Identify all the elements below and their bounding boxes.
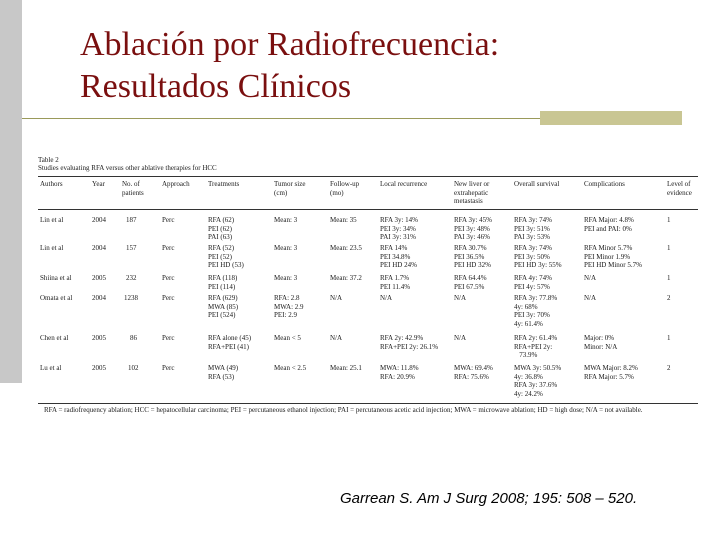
cell-follow-up: Mean: 25.1: [330, 364, 362, 372]
cell-overall-survival: RFA 2y: 61.4% RFA+PEI 2y: 73.9%: [514, 334, 558, 360]
header-patients: No. of patients: [122, 180, 144, 197]
cell-complications: MWA Major: 8.2% RFA Major: 5.7%: [584, 364, 638, 381]
cell-authors: Chen et al: [40, 334, 69, 342]
header-new-liver: New liver or extrahepatic metastasis: [454, 180, 490, 206]
cell-approach: Perc: [162, 216, 175, 224]
cell-complications: RFA Minor 5.7% PEI Minor 1.9% PEI HD Minor 5.7%: [584, 244, 642, 270]
cell-local-recurrence: RFA 3y: 14% PEI 3y: 34% PAI 3y: 31%: [380, 216, 418, 242]
cell-patients: 157: [126, 244, 137, 252]
cell-overall-survival: MWA 3y: 50.5% 4y: 36.8% RFA 3y: 37.6% 4y: 24.2%: [514, 364, 562, 398]
cell-approach: Perc: [162, 244, 175, 252]
cell-patients: 1238: [124, 294, 138, 302]
cell-level-evidence: 1: [667, 334, 671, 342]
cell-authors: Lin et al: [40, 216, 64, 224]
cell-new-liver: RFA 3y: 45% PEI 3y: 48% PAI 3y: 46%: [454, 216, 492, 242]
cell-follow-up: Mean: 35: [330, 216, 357, 224]
cell-overall-survival: RFA 4y: 74% PEI 4y: 57%: [514, 274, 552, 291]
cell-new-liver: RFA 30.7% PEI 36.5% PEI HD 32%: [454, 244, 491, 270]
cell-authors: Omata et al: [40, 294, 73, 302]
cell-treatments: RFA (62) PEI (62) PAI (63): [208, 216, 235, 242]
cell-tumor-size: RFA: 2.8 MWA: 2.9 PEI: 2.9: [274, 294, 304, 320]
table-caption-number: Table 2: [38, 156, 59, 164]
slide-title-line-2: Resultados Clínicos: [80, 68, 352, 105]
cell-patients: 187: [126, 216, 137, 224]
cell-follow-up: Mean: 23.5: [330, 244, 362, 252]
header-local-recurrence: Local recurrence: [380, 180, 428, 188]
slide-title: [80, 24, 499, 108]
cell-new-liver: N/A: [454, 334, 467, 342]
cell-patients: 86: [130, 334, 137, 342]
cell-overall-survival: RFA 3y: 74% PEI 3y: 51% PAI 3y: 53%: [514, 216, 552, 242]
cell-level-evidence: 2: [667, 294, 671, 302]
header-tumor-size: Tumor size (cm): [274, 180, 306, 197]
cell-new-liver: N/A: [454, 294, 467, 302]
cell-approach: Perc: [162, 274, 175, 282]
left-decorative-bar: [0, 0, 22, 383]
cell-tumor-size: Mean: 3: [274, 244, 298, 252]
cell-local-recurrence: RFA 14% PEI 34.8% PEI HD 24%: [380, 244, 417, 270]
cell-year: 2004: [92, 294, 106, 302]
cell-approach: Perc: [162, 294, 175, 302]
cell-treatments: MWA (49) RFA (53): [208, 364, 239, 381]
header-complications: Complications: [584, 180, 625, 188]
cell-authors: Shiina et al: [40, 274, 72, 282]
cell-follow-up: Mean: 37.2: [330, 274, 362, 282]
cell-complications: Major: 0% Minor: N/A: [584, 334, 618, 351]
cell-year: 2005: [92, 334, 106, 342]
cell-treatments: RFA alone (45) RFA+PEI (41): [208, 334, 252, 351]
header-approach: Approach: [162, 180, 190, 188]
cell-local-recurrence: RFA 2y: 42.9% RFA+PEI 2y: 26.1%: [380, 334, 439, 351]
cell-overall-survival: RFA 3y: 77.8% 4y: 68% PEI 3y: 70% 4y: 61.4%: [514, 294, 558, 328]
header-year: Year: [92, 180, 105, 188]
cell-new-liver: MWA: 69.4% RFA: 75.6%: [454, 364, 493, 381]
cell-authors: Lin et al: [40, 244, 64, 252]
cell-patients: 102: [128, 364, 139, 372]
cell-local-recurrence: MWA: 11.8% RFA: 20.9%: [380, 364, 419, 381]
header-follow-up: Follow-up (mo): [330, 180, 360, 197]
cell-approach: Perc: [162, 364, 175, 372]
cell-year: 2005: [92, 364, 106, 372]
header-overall-survival: Overall survival: [514, 180, 560, 188]
cell-year: 2004: [92, 216, 106, 224]
table-footnote: RFA = radiofrequency ablation; HCC = hepatocellular carcinoma; PEI = percutaneous ethanol injection; PAI = percutaneous acetic acid injection; MWA = microwave ablation; HD = high dose; N/A = not available.: [44, 406, 643, 414]
cell-year: 2004: [92, 244, 106, 252]
cell-tumor-size: Mean: 3: [274, 216, 298, 224]
cell-authors: Lu et al: [40, 364, 62, 372]
cell-new-liver: RFA 64.4% PEI 67.5%: [454, 274, 487, 291]
cell-complications: N/A: [584, 274, 597, 282]
header-authors: Authors: [40, 180, 63, 188]
scanned-table: [30, 154, 700, 424]
cell-complications: RFA Major: 4.8% PEI and PAI: 0%: [584, 216, 634, 233]
header-treatments: Treatments: [208, 180, 240, 188]
cell-level-evidence: 1: [667, 274, 671, 282]
cell-tumor-size: Mean < 2.5: [274, 364, 307, 372]
cell-year: 2005: [92, 274, 106, 282]
table-bottom-rule: [38, 403, 698, 404]
table-top-rule: [38, 176, 698, 177]
source-citation: Garrean S. Am J Surg 2008; 195: 508 – 520.: [340, 490, 638, 507]
table-caption-title: Studies evaluating RFA versus other ablative therapies for HCC: [38, 164, 217, 172]
header-level-evidence: Level of evidence: [667, 180, 692, 197]
cell-treatments: RFA (629) MWA (85) PEI (524): [208, 294, 239, 320]
cell-treatments: RFA (52) PEI (52) PEI HD (53): [208, 244, 244, 270]
slide-title-line-1: Ablación por Radiofrecuencia:: [80, 26, 500, 63]
cell-treatments: RFA (118) PEI (114): [208, 274, 238, 291]
cell-level-evidence: 1: [667, 216, 671, 224]
table-header-rule: [38, 209, 698, 210]
cell-tumor-size: Mean: 3: [274, 274, 298, 282]
cell-local-recurrence: N/A: [380, 294, 393, 302]
cell-complications: N/A: [584, 294, 597, 302]
cell-approach: Perc: [162, 334, 175, 342]
cell-patients: 232: [126, 274, 137, 282]
cell-tumor-size: Mean < 5: [274, 334, 301, 342]
title-divider-accent: [540, 111, 682, 125]
cell-overall-survival: RFA 3y: 74% PEI 3y: 50% PEI HD 3y: 55%: [514, 244, 562, 270]
cell-follow-up: N/A: [330, 294, 343, 302]
cell-level-evidence: 1: [667, 244, 671, 252]
cell-follow-up: N/A: [330, 334, 343, 342]
cell-level-evidence: 2: [667, 364, 671, 372]
cell-local-recurrence: RFA 1.7% PEI 11.4%: [380, 274, 411, 291]
